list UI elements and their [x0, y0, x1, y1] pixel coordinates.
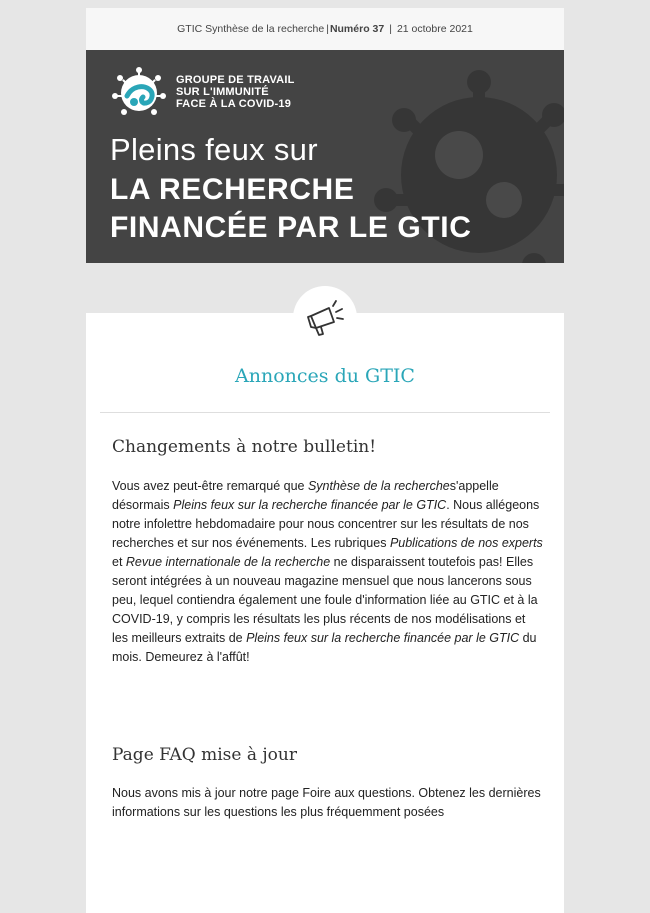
series-name: GTIC Synthèse de la recherche: [177, 23, 325, 35]
article-heading: Page FAQ mise à jour: [112, 745, 297, 765]
hero-title: [110, 171, 471, 247]
separator: |: [389, 23, 392, 35]
virus-logo-icon: [110, 66, 168, 118]
issue-number: Numéro 37: [329, 23, 385, 35]
logo-line: FACE À LA COVID-19: [176, 98, 292, 110]
logo-text: [176, 74, 295, 110]
logo-line: GROUPE DE TRAVAIL: [176, 74, 295, 86]
gtic-logo: [110, 66, 295, 118]
issue-bar: [86, 8, 564, 50]
text-run: ne disparaissent toutefois pas! Elles seront intégrées à un nouveau magazine mensuel que nous lancerons sous peu, lequel contiendra également une foule d'information liée au GTIC et à la COVID-19, y compris les résultats les plus récents de nos modélisations et les meilleurs extraits de: [112, 555, 538, 645]
text-run: s'appelle désormais: [112, 479, 499, 512]
text-run-italic: Pleins feux sur la recherche financée par le GTIC: [173, 498, 447, 512]
hero-title-line: LA RECHERCHE: [110, 173, 355, 206]
section-title: Annonces du GTIC: [235, 365, 415, 387]
divider: [100, 412, 550, 413]
separator: |: [326, 23, 329, 35]
megaphone-badge: [293, 286, 357, 350]
text-run-italic: Publications de nos experts: [389, 536, 543, 550]
text-run-italic: Pleins feux sur la recherche financée par le GTIC: [246, 631, 520, 645]
logo-line: SUR L'IMMUNITÉ: [176, 86, 269, 98]
article-body: [112, 477, 544, 667]
hero-banner: [86, 50, 564, 263]
megaphone-icon: [303, 298, 347, 338]
hero-title-line: FINANCÉE PAR LE GTIC: [110, 211, 472, 244]
newsletter: [86, 8, 564, 913]
announcements-card: [86, 313, 564, 913]
text-run-italic: Revue internationale de la recherche: [125, 555, 331, 569]
text-run: du mois. Demeurez à l'affût!: [112, 631, 537, 664]
text-run: et: [112, 555, 126, 569]
article-body: Nous avons mis à jour notre page Foire aux questions. Obtenez les dernières informations sur les questions les plus fréquemment posées: [112, 786, 541, 819]
article-heading: Changements à notre bulletin!: [112, 437, 377, 457]
text-run: . Nous allégeons notre infolettre hebdomadaire pour nous concentrer sur les résultats de nos recherches et sur nos événements. Les rubriques: [112, 498, 540, 550]
text-run: Vous avez peut-être remarqué que: [112, 479, 308, 493]
text-run-italic: Synthèse de la recherche: [307, 479, 450, 493]
hero-subtitle: Pleins feux sur: [110, 132, 318, 167]
issue-date: 21 octobre 2021: [396, 23, 473, 35]
